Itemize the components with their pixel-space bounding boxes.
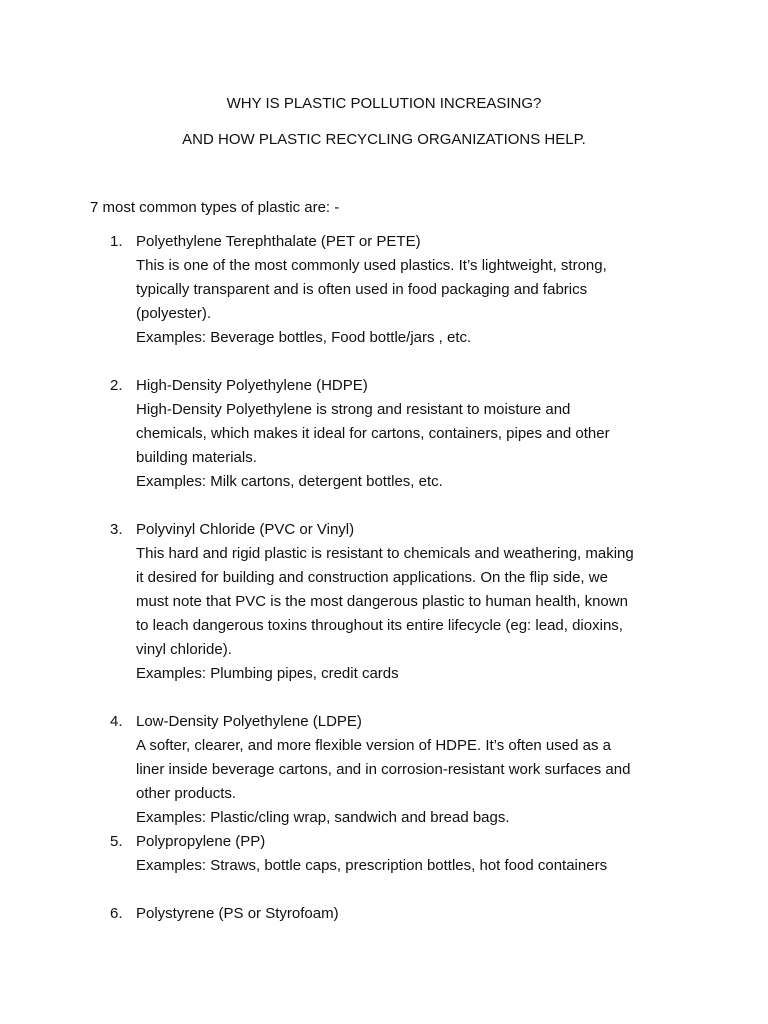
intro-text: 7 most common types of plastic are: -	[90, 199, 340, 216]
list-item	[0, 830, 768, 878]
list-item-text-line: other products.	[136, 785, 237, 802]
list-item-text-line: must note that PVC is the most dangerous plastic to human health, known	[136, 593, 628, 610]
list-item	[0, 374, 768, 494]
list-item-name: High-Density Polyethylene (HDPE)	[136, 377, 368, 394]
list-item-text-line: A softer, clearer, and more flexible version of HDPE. It’s often used as a	[136, 737, 611, 754]
document-title-line-1: WHY IS PLASTIC POLLUTION INCREASING?	[226, 95, 542, 112]
list-item	[0, 518, 768, 686]
list-item-examples: Examples: Plumbing pipes, credit cards	[136, 665, 399, 682]
list-item-number: 3.	[110, 521, 123, 538]
list-item-number: 4.	[110, 713, 123, 730]
list-item-text-line: vinyl chloride).	[136, 641, 232, 658]
list-item-text-line: to leach dangerous toxins throughout its entire lifecycle (eg: lead, dioxins,	[136, 617, 623, 634]
list-item-name: Polystyrene (PS or Styrofoam)	[136, 905, 339, 922]
list-item-examples: Examples: Plastic/cling wrap, sandwich and bread bags.	[136, 809, 510, 826]
list-item	[0, 710, 768, 830]
list-item-number: 6.	[110, 905, 123, 922]
list-item-text-line: building materials.	[136, 449, 257, 466]
list-item-name: Polyethylene Terephthalate (PET or PETE)	[136, 233, 421, 250]
list-item-name: Polyvinyl Chloride (PVC or Vinyl)	[136, 521, 355, 538]
list-item-text-line: This hard and rigid plastic is resistant to chemicals and weathering, making	[136, 545, 634, 562]
list-item	[0, 902, 768, 926]
list-item-number: 1.	[110, 233, 123, 250]
list-item-text-line: liner inside beverage cartons, and in corrosion-resistant work surfaces and	[136, 761, 631, 778]
list-item-text-line: (polyester).	[136, 305, 212, 322]
list-item-text-line: This is one of the most commonly used plastics. It’s lightweight, strong,	[136, 257, 607, 274]
list-item-examples: Examples: Beverage bottles, Food bottle/jars , etc.	[136, 329, 472, 346]
list-item-name: Low-Density Polyethylene (LDPE)	[136, 713, 362, 730]
list-item	[0, 230, 768, 350]
list-item-text-line: typically transparent and is often used in food packaging and fabrics	[136, 281, 588, 298]
list-item-number: 5.	[110, 833, 123, 850]
list-item-examples: Examples: Straws, bottle caps, prescription bottles, hot food containers	[136, 857, 608, 874]
list-item-number: 2.	[110, 377, 123, 394]
document-title-line-2: AND HOW PLASTIC RECYCLING ORGANIZATIONS HELP.	[182, 131, 586, 148]
list-item-name: Polypropylene (PP)	[136, 833, 266, 850]
list-item-examples: Examples: Milk cartons, detergent bottles, etc.	[136, 473, 443, 490]
list-item-text-line: it desired for building and construction applications. On the flip side, we	[136, 569, 608, 586]
plastic-types-list	[0, 230, 768, 926]
list-item-text-line: High-Density Polyethylene is strong and resistant to moisture and	[136, 401, 571, 418]
list-item-text-line: chemicals, which makes it ideal for cartons, containers, pipes and other	[136, 425, 610, 442]
